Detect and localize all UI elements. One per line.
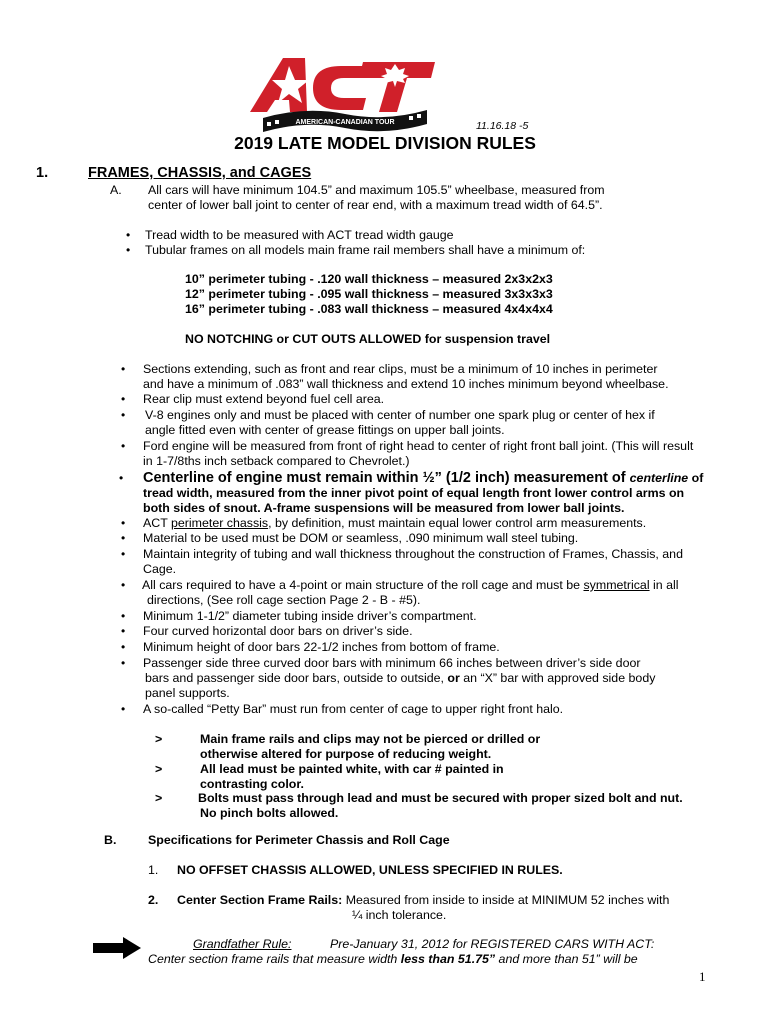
rule-number: 2. xyxy=(148,893,159,907)
bullet-icon: • xyxy=(121,578,126,592)
note-line: otherwise altered for purpose of reducing weight. xyxy=(200,747,492,761)
arrow-marker: > xyxy=(155,791,163,805)
note-line: No pinch bolts allowed. xyxy=(200,806,339,820)
list-item: Rear clip must extend beyond fuel cell area. xyxy=(143,392,385,406)
note-line: Main frame rails and clips may not be pierced or drilled or xyxy=(200,732,541,746)
bullet-icon: • xyxy=(121,531,126,545)
note-line: Bolts must pass through lead and must be secured with proper sized bolt and nut. xyxy=(198,791,683,805)
list-item: Minimum height of door bars 22-1/2 inches from bottom of frame. xyxy=(143,640,500,654)
subsection-label-b: B. xyxy=(104,833,117,847)
rule-text-cont: ¼ inch tolerance. xyxy=(352,908,447,922)
bullet-icon: • xyxy=(121,516,126,530)
list-item-cont: both sides of snout. A-frame suspensions will be measured from lower ball joints. xyxy=(143,501,625,515)
grandfather-rule-text: Pre-January 31, 2012 for REGISTERED CARS WITH ACT: xyxy=(330,937,655,951)
bullet-icon: • xyxy=(126,243,131,257)
item-label-a: A. xyxy=(110,183,122,197)
list-item-cont: directions, (See roll cage section Page 2 - B - #5). xyxy=(147,593,421,607)
section-heading: FRAMES, CHASSIS, and CAGES xyxy=(88,165,312,181)
list-item-cont: bars and passenger side door bars, outside to outside, or an “X” bar with approved side body xyxy=(145,671,656,685)
list-item: Minimum 1-1/2” diameter tubing inside driver’s compartment. xyxy=(143,609,477,623)
list-item: A so-called “Petty Bar” must run from center of cage to upper right front halo. xyxy=(143,702,564,716)
bullet-icon: • xyxy=(121,392,126,406)
list-item: Ford engine will be measured from front of right head to center of right front ball joint. (This will result xyxy=(143,439,694,453)
bullet-icon: • xyxy=(121,408,126,422)
arrow-marker: > xyxy=(155,732,163,746)
list-item: All cars required to have a 4-point or main structure of the roll cage and must be symmetrical in all xyxy=(142,578,679,592)
wheelbase-rule-line1: All cars will have minimum 104.5” and maximum 105.5” wheelbase, measured from xyxy=(148,183,605,197)
revision-code: 11.16.18 -5 xyxy=(476,120,529,132)
bullet-icon: • xyxy=(119,471,124,485)
bullet-icon: • xyxy=(121,624,126,638)
no-notching-note: NO NOTCHING or CUT OUTS ALLOWED for suspension travel xyxy=(185,332,551,346)
note-line: All lead must be painted white, with car # painted in xyxy=(200,762,504,776)
list-item-centerline: Centerline of engine must remain within ½” (1/2 inch) measurement of centerline of xyxy=(143,470,704,486)
bullet-icon: • xyxy=(121,547,126,561)
bullet-icon: • xyxy=(121,362,126,376)
list-item-cont: panel supports. xyxy=(145,686,230,700)
list-item: ACT perimeter chassis, by definition, must maintain equal lower control arm measurements. xyxy=(143,516,647,530)
rule-text: NO OFFSET CHASSIS ALLOWED, UNLESS SPECIFIED IN RULES. xyxy=(177,863,563,877)
bullet-icon: • xyxy=(121,609,126,623)
arrow-right-icon xyxy=(93,937,141,959)
list-item: Passenger side three curved door bars with minimum 66 inches between driver’s side door xyxy=(143,656,641,670)
wheelbase-rule-line2: center of lower ball joint to center of rear end, with a maximum tread width of 64.5”. xyxy=(148,198,603,212)
list-item: Four curved horizontal door bars on driver’s side. xyxy=(143,624,413,638)
bullet-icon: • xyxy=(121,702,126,716)
arrow-marker: > xyxy=(155,762,163,776)
grandfather-rule-label: Grandfather Rule: xyxy=(193,937,292,951)
tubing-spec: 16” perimeter tubing - .083 wall thickness – measured 4x4x4x4 xyxy=(185,302,553,316)
list-item-cont: in 1-7/8ths inch setback compared to Chevrolet.) xyxy=(143,454,410,468)
list-item: Material to be used must be DOM or seamless, .090 minimum wall steel tubing. xyxy=(143,531,579,545)
act-logo xyxy=(245,52,445,142)
list-item-cont: and have a minimum of .083” wall thickness and extend 10 inches minimum beyond wheelbase. xyxy=(143,377,669,391)
list-item: Tubular frames on all models main frame rail members shall have a minimum of: xyxy=(145,243,586,257)
logo-banner-text: AMERICAN-CANADIAN TOUR xyxy=(295,119,395,126)
list-item-cont: Cage. xyxy=(143,562,177,576)
page-title: 2019 LATE MODEL DIVISION RULES xyxy=(234,133,536,153)
bullet-icon: • xyxy=(121,656,126,670)
bullet-icon: • xyxy=(121,439,126,453)
list-item: Sections extending, such as front and rear clips, must be a minimum of 10 inches in perimeter xyxy=(143,362,658,376)
tubing-spec: 12” perimeter tubing - .095 wall thickness – measured 3x3x3x3 xyxy=(185,287,553,301)
rule-text: Center Section Frame Rails: Measured from inside to inside at MINIMUM 52 inches with xyxy=(177,893,670,907)
bullet-icon: • xyxy=(126,228,131,242)
subsection-heading: Specifications for Perimeter Chassis and Roll Cage xyxy=(148,833,450,847)
section-number: 1. xyxy=(36,165,49,181)
rule-number: 1. xyxy=(148,863,159,877)
list-item: V-8 engines only and must be placed with center of number one spark plug or center of hex if xyxy=(145,408,655,422)
list-item: Tread width to be measured with ACT tread width gauge xyxy=(145,228,454,242)
bullet-icon: • xyxy=(121,640,126,654)
note-line: contrasting color. xyxy=(200,777,304,791)
grandfather-rule-text-cont: Center section frame rails that measure width less than 51.75” and more than 51” will be xyxy=(148,952,638,966)
tubing-spec: 10” perimeter tubing - .120 wall thickness – measured 2x3x2x3 xyxy=(185,272,553,286)
list-item: Maintain integrity of tubing and wall thickness throughout the construction of Frames, Chassis, and xyxy=(143,547,683,561)
page-number: 1 xyxy=(699,969,706,984)
list-item-cont: tread width, measured from the inner pivot point of equal length front lower control arms on xyxy=(143,486,685,500)
list-item-cont: angle fitted even with center of grease fittings on upper ball joints. xyxy=(145,423,505,437)
